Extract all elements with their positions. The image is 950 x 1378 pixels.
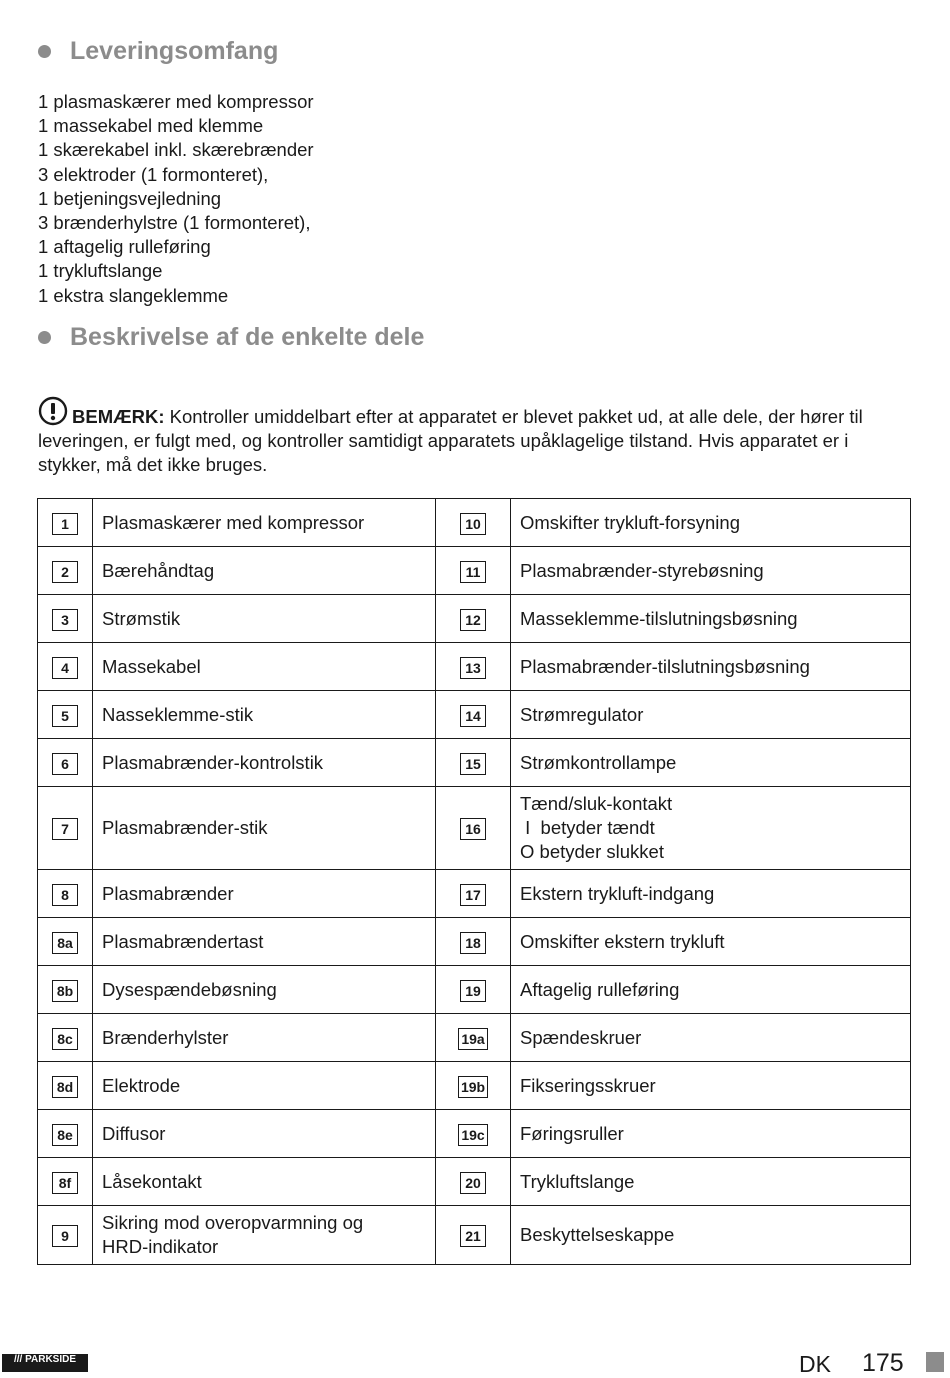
table-row [38, 966, 911, 1014]
part-label: Strømstik [93, 595, 436, 643]
part-number: 5 [52, 705, 78, 727]
table-row [38, 691, 911, 739]
part-label: Omskifter trykluft-forsyning [511, 499, 911, 547]
part-number: 8a [52, 932, 78, 954]
part-label: Fikseringsskruer [511, 1062, 911, 1110]
list-item: 1 plasmaskærer med kompressor [38, 91, 314, 112]
section-heading-delivery [38, 37, 278, 66]
part-label: Omskifter ekstern trykluft [511, 918, 911, 966]
part-label: Føringsruller [511, 1110, 911, 1158]
part-number: 1 [52, 513, 78, 535]
part-label: Strømkontrollampe [511, 739, 911, 787]
part-label: Plasmabrænder-tilslutningsbøsning [511, 643, 911, 691]
part-label: Bærehåndtag [93, 547, 436, 595]
table-row [38, 1158, 911, 1206]
part-label: Plasmabrænder-kontrolstik [93, 739, 436, 787]
part-label-line: O betyder slukket [520, 841, 664, 862]
part-label: Massekabel [93, 643, 436, 691]
table-row [38, 1206, 911, 1265]
table-row [38, 547, 911, 595]
part-number: 18 [460, 932, 486, 954]
page-number: 175 [862, 1349, 904, 1377]
section-title: Leveringsomfang [70, 37, 279, 65]
part-number: 8f [52, 1172, 78, 1194]
part-number: 10 [460, 513, 486, 535]
part-number: 16 [460, 818, 486, 840]
list-item: 3 elektroder (1 formonteret), [38, 163, 269, 185]
part-label-line: HRD-indikator [102, 1236, 219, 1257]
part-number: 14 [460, 705, 486, 727]
table-row [38, 643, 911, 691]
part-label: Ekstern trykluft-indgang [511, 870, 911, 918]
note-label: BEMÆRK: [72, 406, 165, 427]
list-item: 1 skærekabel inkl. skærebrænder [38, 139, 314, 161]
part-label: Låsekontakt [93, 1158, 436, 1206]
part-label: Nasseklemme-stik [93, 691, 436, 739]
bullet-icon [38, 45, 51, 58]
part-label: Plasmaskærer med kompressor [93, 499, 436, 547]
part-number: 17 [460, 884, 486, 906]
part-number: 6 [52, 753, 78, 775]
part-number: 8c [52, 1028, 78, 1050]
part-label-line: Tænd/sluk-kontakt [520, 793, 673, 814]
part-label: Plasmabrændertast [93, 918, 436, 966]
part-number: 8 [52, 884, 78, 906]
table-row [38, 870, 911, 918]
language-code: DK [799, 1351, 831, 1377]
brand-logo-text: /// PARKSIDE [13, 1354, 77, 1365]
brand-logo [2, 1354, 88, 1372]
part-label [93, 1206, 436, 1265]
part-label [511, 787, 911, 870]
part-number: 8b [52, 980, 78, 1002]
part-label: Plasmabrænder-stik [93, 787, 436, 870]
list-item: 1 betjeningsvejledning [38, 187, 222, 209]
part-label: Strømregulator [511, 691, 911, 739]
part-number: 19c [458, 1124, 487, 1146]
table-row [38, 918, 911, 966]
part-label: Spændeskruer [511, 1014, 911, 1062]
note-paragraph [38, 396, 898, 478]
part-number: 4 [52, 657, 78, 679]
table-row [38, 1110, 911, 1158]
part-label: Brænderhylster [93, 1014, 436, 1062]
part-label: Masseklemme-tilslutningsbøsning [511, 595, 911, 643]
part-label: Beskyttelseskappe [511, 1206, 911, 1265]
part-label: Trykluftslange [511, 1158, 911, 1206]
part-number: 19a [458, 1028, 487, 1050]
note-text: Kontroller umiddelbart efter at apparatet er blevet pakket ud, at alle dele, der hører til leveringen, er fulgt med, og kontroller samtidigt apparatets upåklagelige tilstand. Hvis apparatet er i stykker, må det ikke bruges. [38, 406, 863, 476]
page-corner-marker [926, 1352, 944, 1372]
part-number: 21 [460, 1225, 486, 1247]
part-label: Elektrode [93, 1062, 436, 1110]
part-label: Plasmabrænder-styrebøsning [511, 547, 911, 595]
part-label-line: I betyder tændt [520, 817, 655, 838]
part-number: 3 [52, 609, 78, 631]
part-number: 7 [52, 818, 78, 840]
part-number: 13 [460, 657, 486, 679]
part-label: Dysespændebøsning [93, 966, 436, 1014]
part-number: 8d [52, 1076, 78, 1098]
table-row [38, 499, 911, 547]
part-label: Aftagelig rulleføring [511, 966, 911, 1014]
table-row [38, 1014, 911, 1062]
part-number: 20 [460, 1172, 486, 1194]
list-item: 3 brænderhylstre (1 formonteret), [38, 212, 311, 234]
list-item: 1 trykluftslange [38, 260, 163, 282]
delivery-list [38, 90, 314, 308]
list-item: 1 ekstra slangeklemme [38, 284, 229, 306]
part-label-line: Sikring mod overopvarmning og [102, 1212, 364, 1233]
bullet-icon [38, 331, 51, 344]
table-row [38, 787, 911, 870]
table-row [38, 739, 911, 787]
part-number: 19b [458, 1076, 488, 1098]
part-number: 15 [460, 753, 486, 775]
table-row [38, 1062, 911, 1110]
list-item: 1 aftagelig rulleføring [38, 236, 211, 258]
parts-table [37, 498, 911, 1265]
part-number: 9 [52, 1225, 78, 1247]
part-label: Plasmabrænder [93, 870, 436, 918]
list-item: 1 massekabel med klemme [38, 115, 264, 137]
part-number: 11 [460, 561, 486, 583]
section-heading-parts [38, 323, 424, 352]
exclamation-circle-icon [38, 396, 68, 426]
section-title: Beskrivelse af de enkelte dele [70, 323, 425, 351]
part-number: 19 [460, 980, 486, 1002]
table-row [38, 595, 911, 643]
part-number: 12 [460, 609, 486, 631]
part-number: 2 [52, 561, 78, 583]
part-number: 8e [52, 1124, 78, 1146]
part-label: Diffusor [93, 1110, 436, 1158]
